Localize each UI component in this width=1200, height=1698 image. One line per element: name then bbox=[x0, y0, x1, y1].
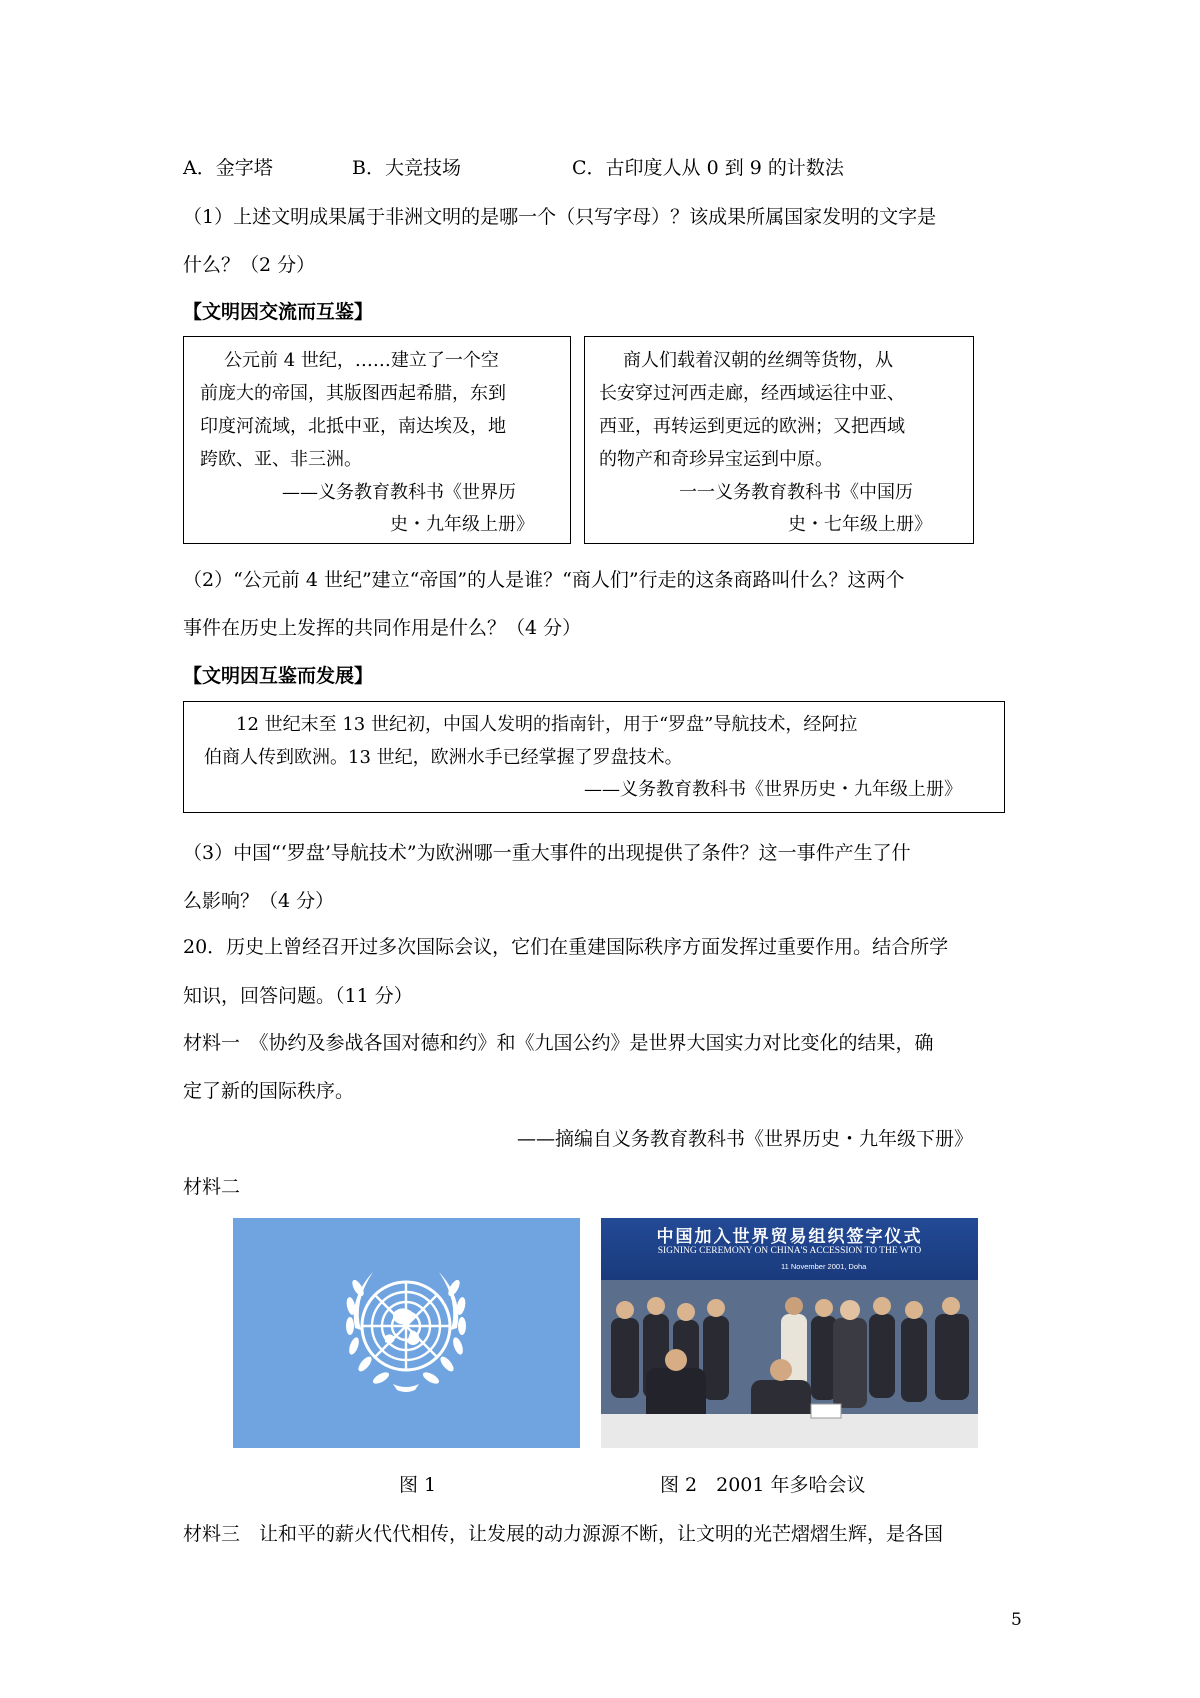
quote-left-line: 公元前 4 世纪，……建立了一个空 bbox=[224, 350, 499, 371]
quote-right-source: 一一义务教育教科书《中国历 bbox=[679, 482, 913, 503]
quote-compass-line: 12 世纪末至 13 世纪初，中国人发明的指南针，用于“罗盘”导航技术，经阿拉 bbox=[236, 714, 858, 735]
doha-signing-photo bbox=[601, 1218, 978, 1448]
quote-left-line: 跨欧、亚、非三洲。 bbox=[200, 449, 362, 470]
quote-compass-source: ——义务教育教科书《世界历史・九年级上册》 bbox=[584, 779, 962, 800]
quote-left-source: ——义务教育教科书《世界历 bbox=[282, 482, 516, 503]
signing-crowd-illustration bbox=[601, 1218, 978, 1448]
q20-line1: 20．历史上曾经召开过多次国际会议，它们在重建国际秩序方面发挥过重要作用。结合所学 bbox=[183, 936, 949, 958]
quote-compass-line: 伯商人传到欧洲。13 世纪，欧洲水手已经掌握了罗盘技术。 bbox=[204, 747, 683, 768]
section-heading-development: 【文明因互鉴而发展】 bbox=[183, 665, 374, 687]
option-b: B．大竞技场 bbox=[352, 157, 461, 179]
figure1-caption: 图 1 bbox=[399, 1474, 437, 1496]
un-flag-image bbox=[233, 1218, 580, 1448]
quote-left-line: 前庞大的帝国，其版图西起希腊，东到 bbox=[200, 383, 506, 404]
q19-part2-line2: 事件在历史上发挥的共同作用是什么？（4 分） bbox=[183, 617, 582, 639]
material3-line1: 材料三 让和平的薪火代代相传，让发展的动力源源不断，让文明的光芒熠熠生辉，是各国 bbox=[183, 1523, 944, 1545]
q19-part3-line2: 么影响？（4 分） bbox=[183, 890, 335, 912]
material1-line1: 材料一 《协约及参战各国对德和约》和《九国公约》是世界大国实力对比变化的结果，确 bbox=[183, 1032, 934, 1054]
option-a: A．金字塔 bbox=[183, 157, 273, 179]
material2-label: 材料二 bbox=[183, 1176, 241, 1198]
un-emblem-icon bbox=[233, 1218, 580, 1448]
quote-left-line: 印度河流域，北抵中亚，南达埃及，地 bbox=[200, 416, 506, 437]
figure2-caption: 图 2 2001 年多哈会议 bbox=[660, 1474, 866, 1496]
material1-source: ——摘编自义务教育教科书《世界历史・九年级下册》 bbox=[517, 1128, 974, 1150]
banner-title-cn: 中国加入世界贸易组织签字仪式 bbox=[656, 1227, 923, 1247]
q19-part1-line1: （1）上述文明成果属于非洲文明的是哪一个（只写字母）？该成果所属国家发明的文字是 bbox=[183, 206, 937, 228]
q19-part2-line1: （2）“公元前 4 世纪”建立“帝国”的人是谁？“商人们”行走的这条商路叫什么？这两个 bbox=[183, 569, 905, 591]
quote-box-right bbox=[584, 336, 974, 544]
option-c: C．古印度人从 0 到 9 的计数法 bbox=[572, 157, 844, 179]
q20-line2: 知识，回答问题。（11 分） bbox=[183, 985, 413, 1007]
quote-box-left bbox=[183, 336, 571, 544]
q19-part3-line1: （3）中国“‘罗盘’导航技术”为欧洲哪一重大事件的出现提供了条件？这一事件产生了什 bbox=[183, 842, 911, 864]
q19-part1-line2: 什么？（2 分） bbox=[183, 254, 316, 276]
material1-line2: 定了新的国际秩序。 bbox=[183, 1080, 355, 1102]
banner-date: 11 November 2001, Doha bbox=[781, 1262, 867, 1271]
quote-right-source: 史・七年级上册》 bbox=[788, 514, 932, 535]
quote-left-source: 史・九年级上册》 bbox=[390, 514, 534, 535]
quote-right-line: 的物产和奇珍异宝运到中原。 bbox=[599, 449, 833, 470]
quote-right-line: 西亚，再转运到更远的欧洲；又把西域 bbox=[599, 416, 905, 437]
banner-title-en: SIGNING CEREMONY ON CHINA'S ACCESSION TO THE WTO bbox=[657, 1246, 922, 1256]
section-heading-exchange: 【文明因交流而互鉴】 bbox=[183, 301, 374, 323]
quote-right-line: 长安穿过河西走廊，经西域运往中亚、 bbox=[599, 383, 905, 404]
page-number: 5 bbox=[1011, 1610, 1022, 1630]
quote-right-line: 商人们载着汉朝的丝绸等货物，从 bbox=[623, 350, 893, 371]
quote-box-compass bbox=[183, 701, 1005, 813]
